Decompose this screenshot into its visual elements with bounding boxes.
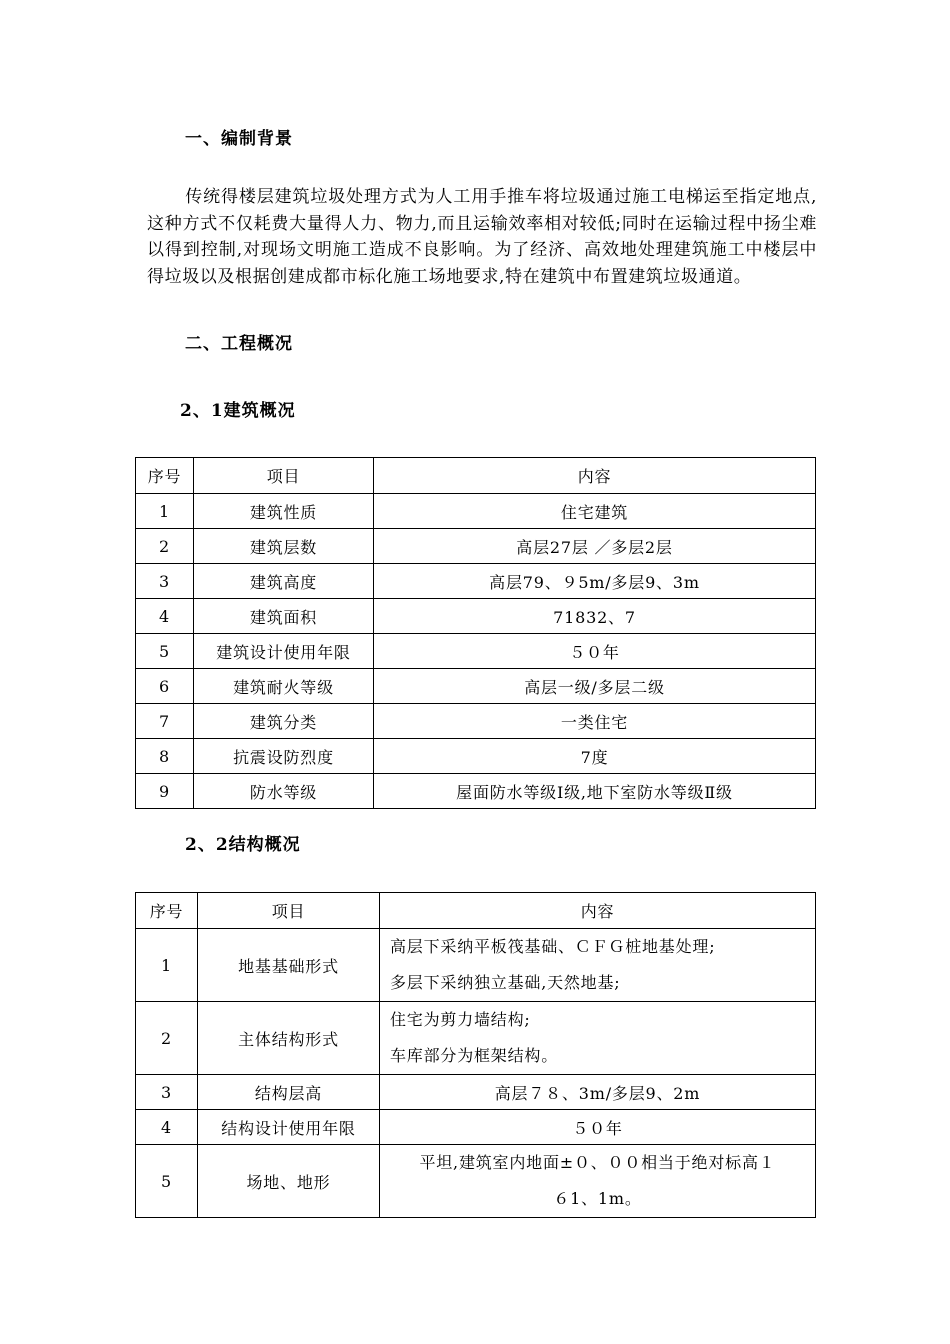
table-cell: 高层79、９5m/多层9、3m [374, 564, 816, 599]
table-row [136, 929, 816, 1002]
table-row [136, 564, 816, 599]
background-paragraph-text: 传统得楼层建筑垃圾处理方式为人工用手推车将垃圾通过施工电梯运至指定地点,这种方式不仅耗费大量得人力、物力,而且运输效率相对较低;同时在运输过程中扬尘难以得到控制,对现场文明施工造成不良影响。为了经济、高效地处理建筑施工中楼层中得垃圾以及根据创建成都市标化施工场地要求,特在建筑中布置建筑垃圾通道。 [147, 187, 817, 287]
table-cell: 71832、7 [374, 599, 816, 634]
table-cell: 建筑分类 [194, 704, 374, 739]
table-cell: ５０年 [380, 1110, 816, 1145]
table-cell: 8 [136, 739, 194, 774]
table-cell: 1 [136, 494, 194, 529]
table-cell: 地基基础形式 [198, 929, 380, 1002]
table-cell: 5 [136, 634, 194, 669]
section1-heading: 一、编制背景 [185, 129, 293, 149]
cell-line: 住宅为剪力墙结构; [390, 1010, 531, 1029]
table-cell: 住宅建筑 [374, 494, 816, 529]
table-cell: 3 [136, 1075, 198, 1110]
subsection-building-heading: 2、1建筑概况 [180, 401, 296, 421]
section2-heading: 二、工程概况 [185, 334, 293, 354]
table-cell: 建筑层数 [194, 529, 374, 564]
table-cell: 1 [136, 929, 198, 1002]
table-cell: 建筑面积 [194, 599, 374, 634]
table-cell: 建筑耐火等级 [194, 669, 374, 704]
background-paragraph [147, 184, 817, 290]
cell-line: 车库部分为框架结构。 [390, 1046, 559, 1065]
table-row [136, 529, 816, 564]
table-row [136, 634, 816, 669]
table-row [136, 669, 816, 704]
table-row [136, 774, 816, 809]
table-cell: 主体结构形式 [198, 1002, 380, 1075]
table-row [136, 1075, 816, 1110]
table-cell: 高层一级/多层二级 [374, 669, 816, 704]
table-row [136, 494, 816, 529]
table-cell [380, 929, 816, 1002]
cell-line: ６1、1m。 [553, 1189, 642, 1208]
header-cell: 内容 [374, 458, 816, 494]
table-cell: 建筑高度 [194, 564, 374, 599]
table-cell: 结构设计使用年限 [198, 1110, 380, 1145]
table-cell: 6 [136, 669, 194, 704]
header-cell: 项目 [194, 458, 374, 494]
building-overview-table [135, 457, 816, 809]
table-cell: 2 [136, 529, 194, 564]
table-row [136, 599, 816, 634]
cell-line: 高层下采纳平板筏基础、ＣＦＧ桩地基处理; [390, 937, 716, 956]
table-row [136, 739, 816, 774]
table-cell: 4 [136, 1110, 198, 1145]
table-cell: 3 [136, 564, 194, 599]
header-cell: 内容 [380, 893, 816, 929]
structure-overview-table [135, 892, 816, 1218]
table-header-row [136, 458, 816, 494]
table-cell: 建筑性质 [194, 494, 374, 529]
table-cell: 防水等级 [194, 774, 374, 809]
table-cell: 7 [136, 704, 194, 739]
header-cell: 序号 [136, 458, 194, 494]
table-cell: 结构层高 [198, 1075, 380, 1110]
table-cell: 场地、地形 [198, 1145, 380, 1218]
table-row [136, 704, 816, 739]
table-row [136, 1145, 816, 1218]
table-cell [380, 1002, 816, 1075]
table-header-row [136, 893, 816, 929]
table-cell: 4 [136, 599, 194, 634]
table-cell: 9 [136, 774, 194, 809]
table-cell: 7度 [374, 739, 816, 774]
table-cell: 高层７８、3m/多层9、2m [380, 1075, 816, 1110]
header-cell: 项目 [198, 893, 380, 929]
table-cell: 屋面防水等级Ⅰ级,地下室防水等级Ⅱ级 [374, 774, 816, 809]
table-row [136, 1110, 816, 1145]
table-cell: 一类住宅 [374, 704, 816, 739]
subsection-structure-heading: 2、2结构概况 [185, 835, 301, 855]
table-cell: 2 [136, 1002, 198, 1075]
table-cell: ５０年 [374, 634, 816, 669]
table-row [136, 1002, 816, 1075]
cell-line: 多层下采纳独立基础,天然地基; [390, 973, 621, 992]
header-cell: 序号 [136, 893, 198, 929]
table-cell: 高层27层 ／多层2层 [374, 529, 816, 564]
table-cell [380, 1145, 816, 1218]
table-cell: 抗震设防烈度 [194, 739, 374, 774]
cell-line: 平坦,建筑室内地面±０、００相当于绝对标高１ [419, 1153, 776, 1172]
table-cell: 建筑设计使用年限 [194, 634, 374, 669]
table-cell: 5 [136, 1145, 198, 1218]
